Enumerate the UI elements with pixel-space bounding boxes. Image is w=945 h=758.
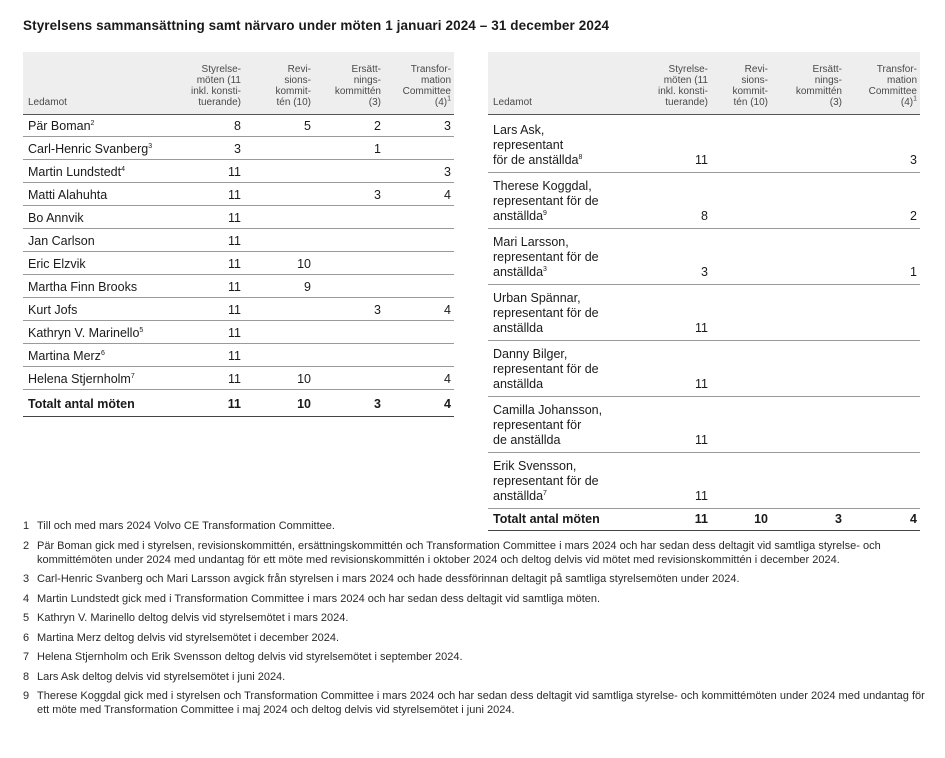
total-remuneration: 3 bbox=[374, 397, 381, 411]
table-row bbox=[23, 160, 454, 183]
audit-column-header: Revi- sions- kommit- tén (10) bbox=[275, 64, 311, 108]
footnote-ref: 9 bbox=[543, 209, 547, 217]
transformation-column-header: Transfor- mation Committee $(4)^1$ bbox=[868, 64, 917, 108]
footnote-text: Martina Merz deltog delvis vid styrelsemötet i december 2024. bbox=[37, 631, 340, 644]
audit-meetings-value: 10 bbox=[297, 257, 311, 271]
total-remuneration: 3 bbox=[835, 512, 842, 526]
member-name: Martha Finn Brooks bbox=[28, 280, 138, 294]
table-row bbox=[23, 252, 454, 275]
transformation-meetings-value: 2 bbox=[910, 209, 917, 223]
board-meetings-value: 11 bbox=[695, 433, 708, 447]
table-row bbox=[23, 229, 454, 252]
table-row bbox=[23, 206, 454, 229]
audit-column-header: Revi- sions- kommit- tén (10) bbox=[732, 64, 768, 108]
footnote-ref: 2 bbox=[90, 119, 95, 127]
transformation-meetings-value: 3 bbox=[444, 165, 451, 179]
member-name: Lars Ask, representant för de anställda$^8$ bbox=[493, 123, 583, 167]
footnote-ref: 4 bbox=[121, 165, 126, 173]
total-board: 11 bbox=[227, 397, 241, 411]
transformation-meetings-value: 3 bbox=[444, 119, 451, 133]
table-header bbox=[23, 52, 454, 115]
board-meetings-value: 11 bbox=[695, 377, 708, 391]
table-row bbox=[23, 137, 454, 160]
transformation-meetings-value: 4 bbox=[444, 303, 451, 317]
member-name: Pär Boman$^2$ bbox=[28, 119, 95, 133]
member-name: Carl-Henric Svanberg$^3$ bbox=[28, 142, 153, 156]
totals-label: Totalt antal möten bbox=[493, 512, 600, 526]
remuneration-column-header: Ersätt- nings- kommittén (3) bbox=[334, 64, 381, 108]
transformation-meetings-value: 4 bbox=[444, 188, 451, 202]
footnote bbox=[23, 650, 928, 664]
footnote bbox=[23, 592, 928, 606]
board-meetings-value: 8 bbox=[701, 209, 708, 223]
member-column-header: Ledamot bbox=[493, 97, 532, 108]
member-name: Martina Merz$^6$ bbox=[28, 349, 105, 363]
board-meetings-value: 11 bbox=[228, 257, 241, 271]
footnote-number: 2 bbox=[23, 539, 30, 552]
footnote-number: 6 bbox=[23, 631, 30, 644]
footnote-text: Therese Koggdal gick med i styrelsen och Transformation Committee i mars 2024 och har sedan dess deltagit vid samtliga styrelse- och kommittémöten under 2024 med undantag för ett möte med Transformation Committee i maj 2024 och deltog delvis vid styrelsemötet i juni 2024. bbox=[37, 690, 925, 716]
footnote-number: 9 bbox=[23, 690, 30, 702]
board-meetings-value: 11 bbox=[228, 188, 241, 202]
footnote bbox=[23, 519, 928, 533]
board-column-header: Styrelse- möten (11 inkl. konsti- tuerande) bbox=[657, 64, 708, 108]
footnotes bbox=[23, 519, 928, 723]
audit-meetings-value: 5 bbox=[304, 119, 311, 133]
table-row bbox=[23, 344, 454, 367]
footnote-ref: 7 bbox=[130, 372, 135, 380]
footnote-ref: 8 bbox=[578, 153, 583, 161]
footnote-text: Kathryn V. Marinello deltog delvis vid styrelsemötet i mars 2024. bbox=[37, 612, 349, 624]
table-row bbox=[23, 183, 454, 206]
board-attendance-table-left bbox=[23, 52, 454, 417]
remuneration-meetings-value: 2 bbox=[374, 119, 381, 133]
footnote-number: 3 bbox=[23, 573, 30, 585]
footnote-number: 1 bbox=[23, 520, 30, 532]
member-name: Mari Larsson, representant för de anställda$^3$ bbox=[493, 235, 599, 279]
board-meetings-value: 11 bbox=[695, 321, 708, 335]
footnote-text: Helena Stjernholm och Erik Svensson deltog delvis vid styrelsemötet i september 2024. bbox=[37, 651, 463, 663]
footnote-number: 5 bbox=[23, 612, 30, 624]
remuneration-column-header: Ersätt- nings- kommittén (3) bbox=[795, 64, 842, 108]
table-row bbox=[488, 173, 920, 229]
board-meetings-value: 3 bbox=[234, 142, 241, 156]
table-row bbox=[488, 115, 920, 173]
footnote-ref: 7 bbox=[543, 489, 547, 497]
footnote bbox=[23, 670, 928, 684]
remuneration-meetings-value: 3 bbox=[374, 188, 381, 202]
board-meetings-value: 11 bbox=[228, 211, 241, 225]
board-meetings-value: 11 bbox=[695, 153, 708, 167]
member-name: Urban Spännar, representant för de anställda bbox=[493, 291, 599, 335]
transformation-meetings-value: 1 bbox=[910, 265, 917, 279]
board-meetings-value: 11 bbox=[695, 489, 708, 503]
remuneration-meetings-value: 3 bbox=[374, 303, 381, 317]
footnote bbox=[23, 631, 928, 645]
footnote-text: Carl-Henric Svanberg och Mari Larsson avgick från styrelsen i mars 2024 och hade dessförinnan deltagit på samtliga styrelsemöten under 2024. bbox=[37, 573, 740, 585]
total-transformation: 4 bbox=[910, 512, 917, 526]
table-row bbox=[23, 367, 454, 390]
footnote-text: Martin Lundstedt gick med i Transformation Committee i mars 2024 och har sedan dess deltagit vid samtliga möten. bbox=[37, 592, 601, 605]
member-column-header: Ledamot bbox=[28, 97, 67, 108]
table-row bbox=[488, 341, 920, 397]
member-name: Erik Svensson, representant för de anställda$^7$ bbox=[493, 459, 599, 503]
page-title: Styrelsens sammansättning samt närvaro under möten 1 januari 2024 – 31 december 2024 bbox=[23, 18, 610, 33]
footnote-text: Lars Ask deltog delvis vid styrelsemötet i juni 2024. bbox=[37, 670, 286, 683]
footnote-ref: 6 bbox=[100, 349, 105, 357]
footnote-number: 7 bbox=[23, 651, 30, 663]
transformation-meetings-value: 3 bbox=[910, 153, 917, 167]
footnote bbox=[23, 689, 928, 717]
member-name: Helena Stjernholm$^7$ bbox=[28, 372, 135, 386]
table-row bbox=[23, 115, 454, 137]
footnote-ref: 5 bbox=[139, 326, 144, 334]
footnote-text: Pär Boman gick med i styrelsen, revisionskommittén, ersättningskommittén och Transformation Committee i mars 2024 och har sedan dess deltagit vid samtliga styrelse- och kommittémöten under 2024 med undantag för ett möte med revisionskommittén i oktober 2024 och deltog delvis vid mötet med revisionskommittén i december 2024. bbox=[37, 539, 881, 566]
board-meetings-value: 8 bbox=[234, 119, 241, 133]
member-name: Matti Alahuhta bbox=[28, 188, 108, 202]
total-audit: 10 bbox=[297, 397, 311, 411]
total-board: 11 bbox=[694, 512, 708, 526]
table-row bbox=[23, 275, 454, 298]
audit-meetings-value: 10 bbox=[297, 372, 311, 386]
remuneration-meetings-value: 1 bbox=[374, 142, 381, 156]
footnote-text: Till och med mars 2024 Volvo CE Transformation Committee. bbox=[37, 520, 335, 532]
table-row bbox=[488, 397, 920, 453]
board-meetings-value: 11 bbox=[228, 234, 241, 248]
member-name: Eric Elzvik bbox=[28, 257, 86, 271]
member-name: Kurt Jofs bbox=[28, 303, 78, 317]
board-meetings-value: 11 bbox=[228, 349, 241, 363]
table-row bbox=[23, 298, 454, 321]
audit-meetings-value: 9 bbox=[304, 280, 311, 294]
board-meetings-value: 3 bbox=[701, 265, 708, 279]
board-meetings-value: 11 bbox=[228, 326, 241, 340]
footnote bbox=[23, 572, 928, 586]
board-meetings-value: 11 bbox=[228, 372, 241, 386]
footnote-ref: 3 bbox=[148, 142, 153, 150]
footnote bbox=[23, 611, 928, 625]
total-transformation: 4 bbox=[444, 397, 451, 411]
board-attendance-table-right bbox=[488, 52, 920, 531]
member-name: Therese Koggdal, representant för de anställda$^9$ bbox=[493, 179, 599, 223]
footnote bbox=[23, 539, 928, 567]
member-name: Kathryn V. Marinello$^5$ bbox=[28, 326, 144, 340]
table-row bbox=[488, 453, 920, 509]
board-column-header: Styrelse- möten (11 inkl. konsti- tuerande) bbox=[190, 64, 241, 108]
board-meetings-value: 11 bbox=[228, 280, 241, 294]
footnote-number: 4 bbox=[23, 592, 30, 605]
totals-label: Totalt antal möten bbox=[28, 397, 135, 411]
table-row bbox=[488, 229, 920, 285]
transformation-meetings-value: 4 bbox=[444, 372, 451, 386]
member-name: Jan Carlson bbox=[28, 234, 95, 248]
table-row bbox=[488, 285, 920, 341]
table-row bbox=[23, 321, 454, 344]
totals-row bbox=[23, 390, 454, 417]
total-audit: 10 bbox=[754, 512, 768, 526]
member-name: Martin Lundstedt$^4$ bbox=[28, 165, 126, 179]
member-name: Danny Bilger, representant för de anställda bbox=[493, 347, 599, 391]
transformation-column-header: Transfor- mation Committee $(4)^1$ bbox=[402, 64, 451, 108]
board-meetings-value: 11 bbox=[228, 303, 241, 317]
table-header bbox=[488, 52, 920, 115]
member-name: Camilla Johansson, representant för de anställda bbox=[493, 403, 603, 447]
board-meetings-value: 11 bbox=[228, 165, 241, 179]
footnote-ref: 3 bbox=[543, 265, 547, 273]
member-name: Bo Annvik bbox=[28, 211, 84, 225]
footnote-number: 8 bbox=[23, 670, 30, 683]
